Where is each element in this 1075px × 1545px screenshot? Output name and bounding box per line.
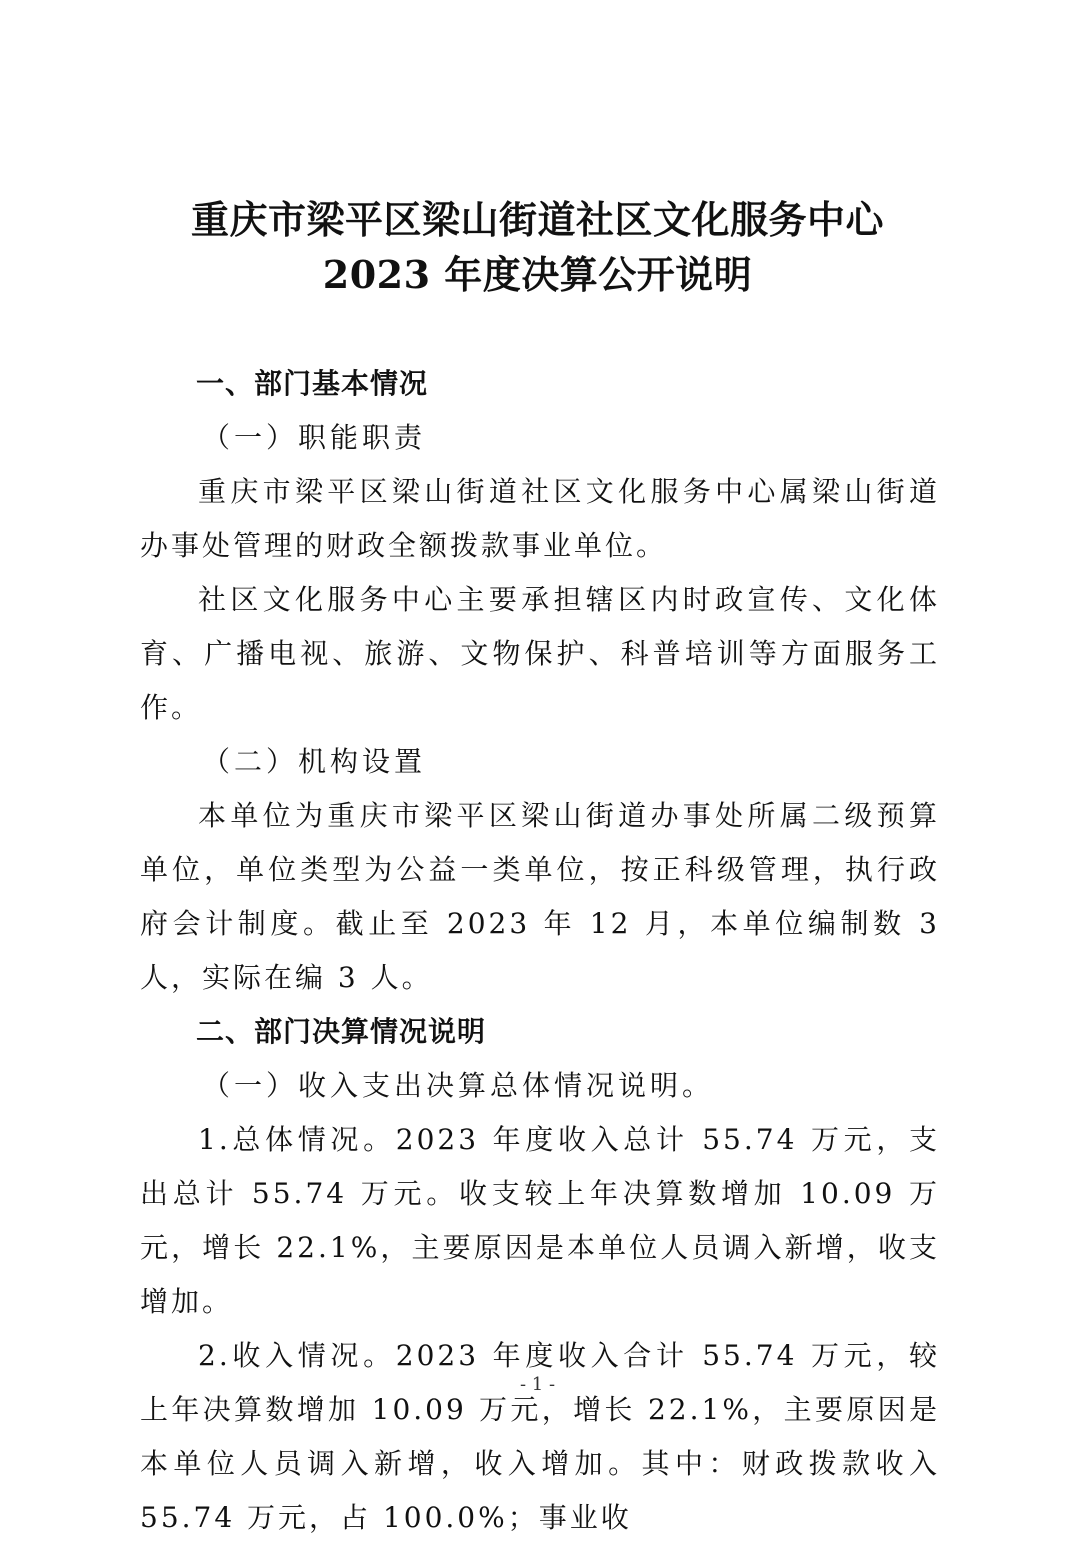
section-heading-final-accounts: 二、部门决算情况说明 — [196, 1015, 487, 1048]
subsection-heading-organization: （二）机构设置 — [202, 745, 427, 778]
paragraph-organization: 本单位为重庆市梁平区梁山街道办事处所属二级预算单位，单位类型为公益一类单位，按正科级管理，执行政府会计制度。截止至 2023 年 12 月，本单位编制数 3 人，实际在编 3 人。 — [140, 799, 940, 994]
document-body — [140, 357, 940, 1545]
paragraph-duties-2: 社区文化服务中心主要承担辖区内时政宣传、文化体育、广播电视、旅游、文物保护、科普培训等方面服务工作。 — [140, 583, 940, 724]
document-title-line-1: 重庆市梁平区梁山街道社区文化服务中心 — [190, 197, 884, 242]
subsection-heading-duties: （一）职能职责 — [202, 421, 427, 454]
paragraph-income: 2.收入情况。2023 年度收入合计 55.74 万元，较上年决算数增加 10.09 万元，增长 22.1%，主要原因是本单位人员调入新增，收入增加。其中：财政拨款收入 55.74 万元，占 100.0%；事业收 — [140, 1339, 940, 1534]
subsection-heading-income-expense: （一）收入支出决算总体情况说明。 — [202, 1069, 715, 1102]
section-heading-basic-info: 一、部门基本情况 — [196, 367, 429, 400]
page-number: - 1 - — [519, 1374, 556, 1395]
paragraph-duties-1: 重庆市梁平区梁山街道社区文化服务中心属梁山街道办事处管理的财政全额拨款事业单位。 — [140, 475, 940, 562]
document-title-line-2: 2023 年度决算公开说明 — [322, 252, 753, 297]
paragraph-overall: 1.总体情况。2023 年度收入总计 55.74 万元，支出总计 55.74 万元。收支较上年决算数增加 10.09 万元，增长 22.1%，主要原因是本单位人员调入新增，收支增加。 — [140, 1123, 940, 1318]
